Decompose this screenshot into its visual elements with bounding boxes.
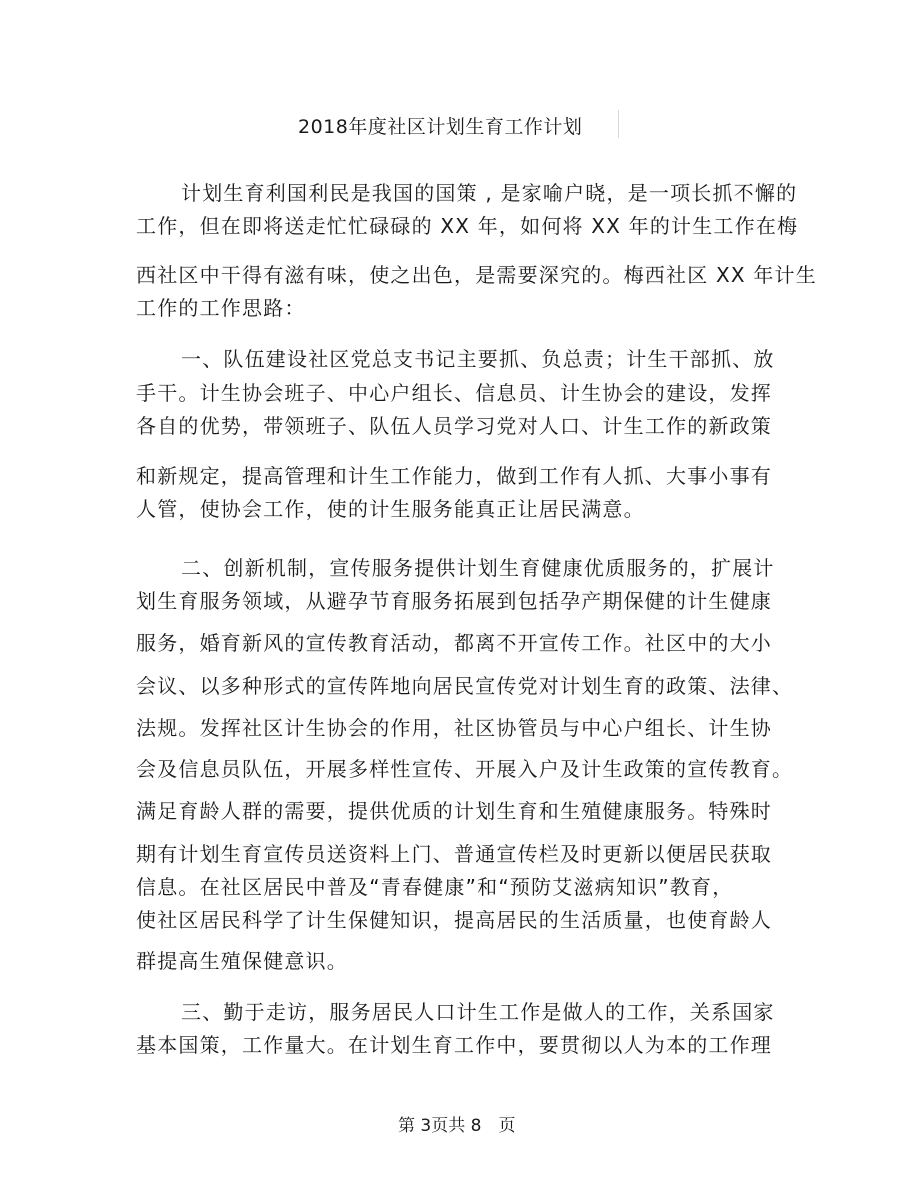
text-line: 划生育服务领域，从避孕节育服务拓展到包括孕产期保健的计生健康 <box>136 589 772 613</box>
text-line: 服务，婚育新风的宣传教育活动，都离不开宣传工作。社区中的大小 <box>136 631 772 655</box>
text-line: 基本国策，工作量大。在计划生育工作中，要贯彻以人为本的工作理 <box>136 1033 772 1057</box>
text-line: 法规。发挥社区计生协会的作用，社区协管员与中心户组长、计生协 <box>136 716 772 740</box>
text-line: 和新规定，提高管理和计生工作能力，做到工作有人抓、大事小事有 <box>136 464 772 488</box>
text-line: 群提高生殖保健意识。 <box>136 949 348 973</box>
text-line: 满足育龄人群的需要，提供优质的计划生育和生殖健康服务。特殊时 <box>136 799 772 823</box>
text-line: 三、勤于走访，服务居民人口计生工作是做人的工作，关系国家 <box>181 1000 775 1024</box>
text-line: 各自的优势，带领班子、队伍人员学习党对人口、计生工作的新政策 <box>136 414 772 438</box>
document-title: 2018年度社区计划生育工作计划 <box>298 116 583 138</box>
text-line: 手干。计生协会班子、中心户组长、信息员、计生协会的建设，发挥 <box>136 381 772 405</box>
text-line: 会议、以多种形式的宣传阵地向居民宣传党对计划生育的政策、法律、 <box>136 674 794 698</box>
text-line: 使社区居民科学了计生保健知识，提高居民的生活质量，也使育龄人 <box>136 908 772 932</box>
text-line: 一、队伍建设社区党总支书记主要抓、负总责；计生干部抓、放 <box>181 347 775 371</box>
title-divider <box>618 110 619 138</box>
text-line: 工作的工作思路： <box>136 296 306 320</box>
text-line: 计划生育利国利民是我国的国策 , 是家喻户晓，是一项长抓不懈的 <box>181 181 798 205</box>
text-line: 二、创新机制，宣传服务提供计划生育健康优质服务的，扩展计 <box>181 556 775 580</box>
text-line: 期有计划生育宣传员送资料上门、普通宣传栏及时更新以便居民获取 <box>136 842 772 866</box>
text-line: 西社区中干得有滋有味，使之出色，是需要深究的。梅西社区 XX 年计生 <box>136 263 817 287</box>
text-line: 人管，使协会工作，使的计生服务能真正让居民满意。 <box>136 497 645 521</box>
page-number: 第 3页共 8 页 <box>398 1116 516 1136</box>
text-line: 信息。在社区居民中普及“青春健康”和“预防艾滋病知识”教育， <box>136 875 734 899</box>
text-line: 会及信息员队伍，开展多样性宣传、开展入户及计生政策的宣传教育。 <box>136 757 794 781</box>
text-line: 工作，但在即将送走忙忙碌碌的 XX 年，如何将 XX 年的计生工作在梅 <box>136 214 799 238</box>
